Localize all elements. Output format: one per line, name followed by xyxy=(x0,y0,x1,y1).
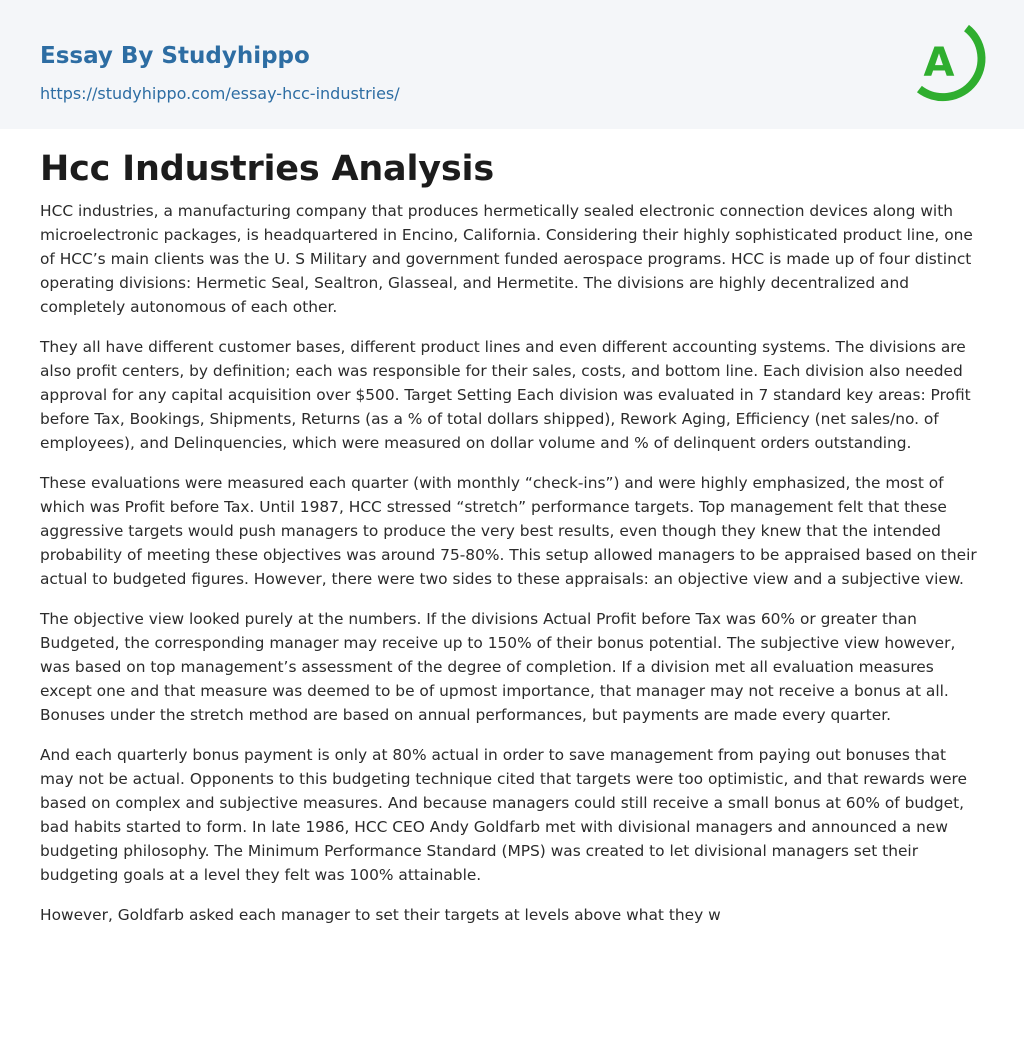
site-header xyxy=(0,0,1024,129)
paragraph-3: These evaluations were measured each quarter (with monthly “check-ins”) and were highly emphasized, the most of which was Profit before Tax. Until 1987, HCC stressed “stretch” performance targets. Top management felt that these aggressive targets would push managers to produce the very best results, even though they knew that the intended probability of meeting these objectives was around 75-80%. This setup allowed managers to be appraised based on their actual to budgeted figures. However, there were two sides to these appraisals: an objective view and a subjective view. xyxy=(40,474,977,588)
paragraph-2: They all have different customer bases, different product lines and even different accounting systems. The divisions are also profit centers, by definition; each was responsible for their sales, costs, and bottom line. Each division also needed approval for any capital acquisition over $500. Target Setting Each division was evaluated in 7 standard key areas: Profit before Tax, Bookings, Shipments, Returns (as a % of total dollars shipped), Rework Aging, Efficiency (net sales/no. of employees), and Delinquencies, which were measured on dollar volume and % of delinquent orders outstanding. xyxy=(40,338,971,452)
page-title: Hcc Industries Analysis xyxy=(40,149,494,189)
logo-icon xyxy=(906,16,990,108)
paragraph-4: The objective view looked purely at the numbers. If the divisions Actual Profit before Tax was 60% or greater than Budgeted, the corresponding manager may receive up to 150% of their bonus potential. The subjective view however, was based on top management’s assessment of the degree of completion. If a division met all evaluation measures except one and that measure was deemed to be of upmost importance, that manager may not receive a bonus at all. Bonuses under the stretch method are based on annual performances, but payments are made every quarter. xyxy=(40,610,956,724)
studyhippo-logo[interactable] xyxy=(906,16,990,108)
paragraph-6: However, Goldfarb asked each manager to set their targets at levels above what they w xyxy=(40,906,721,924)
article-content xyxy=(0,129,1024,927)
essay-url-link[interactable]: https://studyhippo.com/essay-hcc-industries/ xyxy=(40,84,400,103)
svg-text:A: A xyxy=(923,40,955,86)
brand-title[interactable]: Essay By Studyhippo xyxy=(40,43,310,69)
paragraph-5: And each quarterly bonus payment is only at 80% actual in order to save management from paying out bonuses that may not be actual. Opponents to this budgeting technique cited that targets were too optimistic, and that rewards were based on complex and subjective measures. And because managers could still receive a small bonus at 60% of budget, bad habits started to form. In late 1986, HCC CEO Andy Goldfarb met with divisional managers and announced a new budgeting philosophy. The Minimum Performance Standard (MPS) was created to let divisional managers set their budgeting goals at a level they felt was 100% attainable. xyxy=(40,746,968,884)
paragraph-1: HCC industries, a manufacturing company that produces hermetically sealed electronic connection devices along with microelectronic packages, is headquartered in Encino, California. Considering their highly sophisticated product line, one of HCC’s main clients was the U. S Military and government funded aerospace programs. HCC is made up of four distinct operating divisions: Hermetic Seal, Sealtron, Glasseal, and Hermetite. The divisions are highly decentralized and completely autonomous of each other. xyxy=(40,202,973,316)
